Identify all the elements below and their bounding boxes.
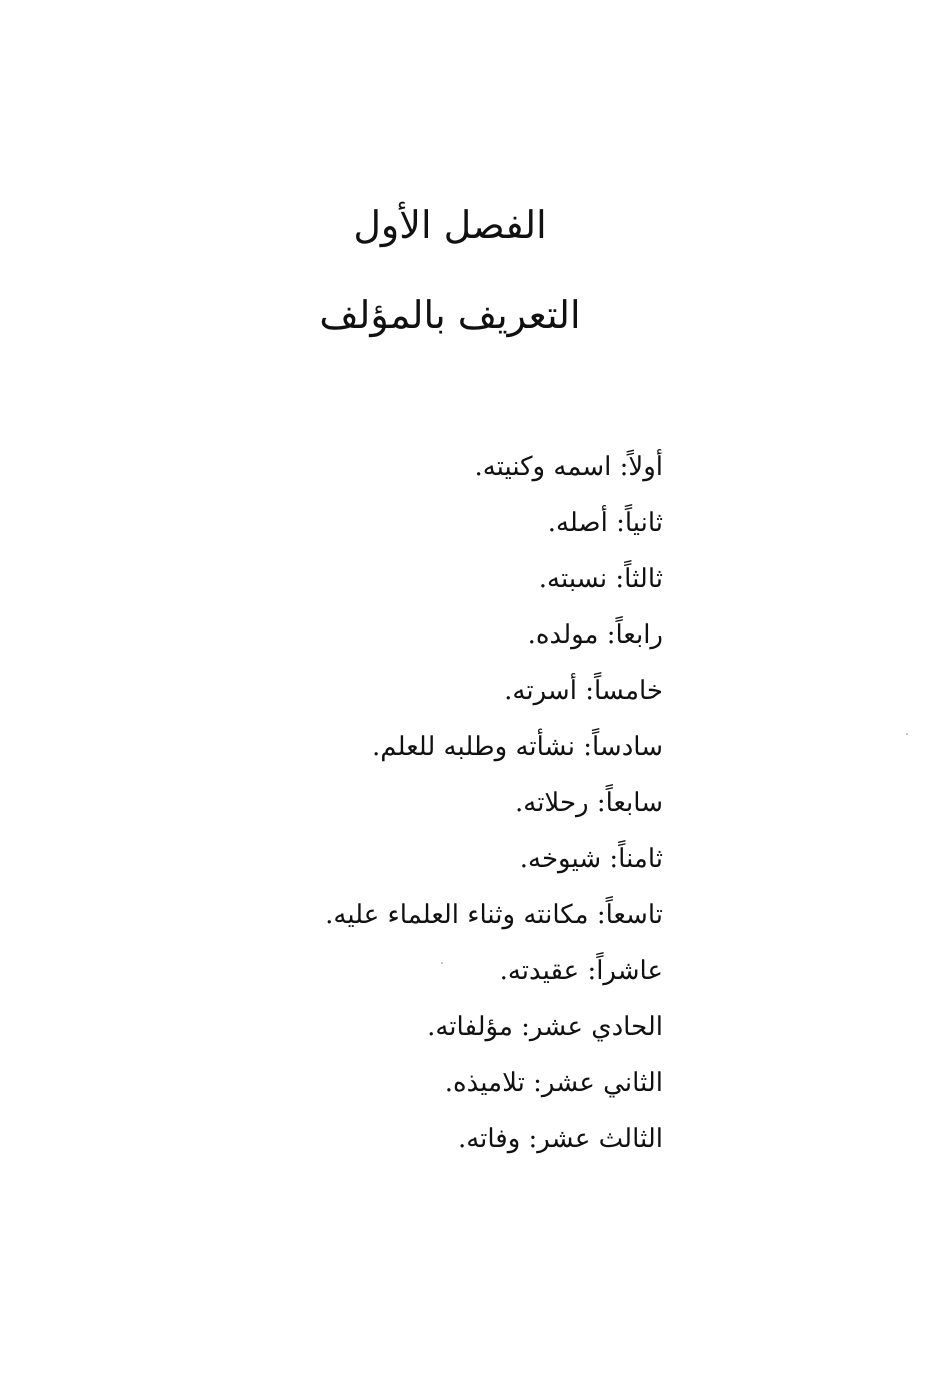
contents-item-travels: سابعاً: رحلاته. xyxy=(514,788,663,818)
contents-item-birth: رابعاً: مولده. xyxy=(527,620,663,650)
contents-item-origin: ثانياً: أصله. xyxy=(547,508,663,538)
contents-item-upbringing: سادساً: نشأته وطلبه للعلم. xyxy=(372,732,663,762)
contents-item-works: الحادي عشر: مؤلفاته. xyxy=(427,1012,663,1042)
scan-speck xyxy=(906,733,908,735)
scan-speck xyxy=(441,962,443,964)
chapter-contents-list xyxy=(163,445,663,1173)
contents-item-standing: تاسعاً: مكانته وثناء العلماء عليه. xyxy=(325,900,663,930)
contents-item-students: الثاني عشر: تلاميذه. xyxy=(444,1068,663,1098)
contents-item-name: أولاً: اسمه وكنيته. xyxy=(474,452,663,482)
chapter-title: التعريف بالمؤلف xyxy=(319,293,581,337)
contents-item-lineage: ثالثاً: نسبته. xyxy=(538,564,663,594)
contents-item-death: الثالث عشر: وفاته. xyxy=(457,1124,663,1154)
chapter-number: الفصل الأول xyxy=(353,203,547,247)
contents-item-creed: عاشراً: عقيدته. xyxy=(499,956,663,986)
contents-item-teachers: ثامناً: شيوخه. xyxy=(519,844,663,874)
contents-item-family: خامساً: أسرته. xyxy=(504,676,663,706)
